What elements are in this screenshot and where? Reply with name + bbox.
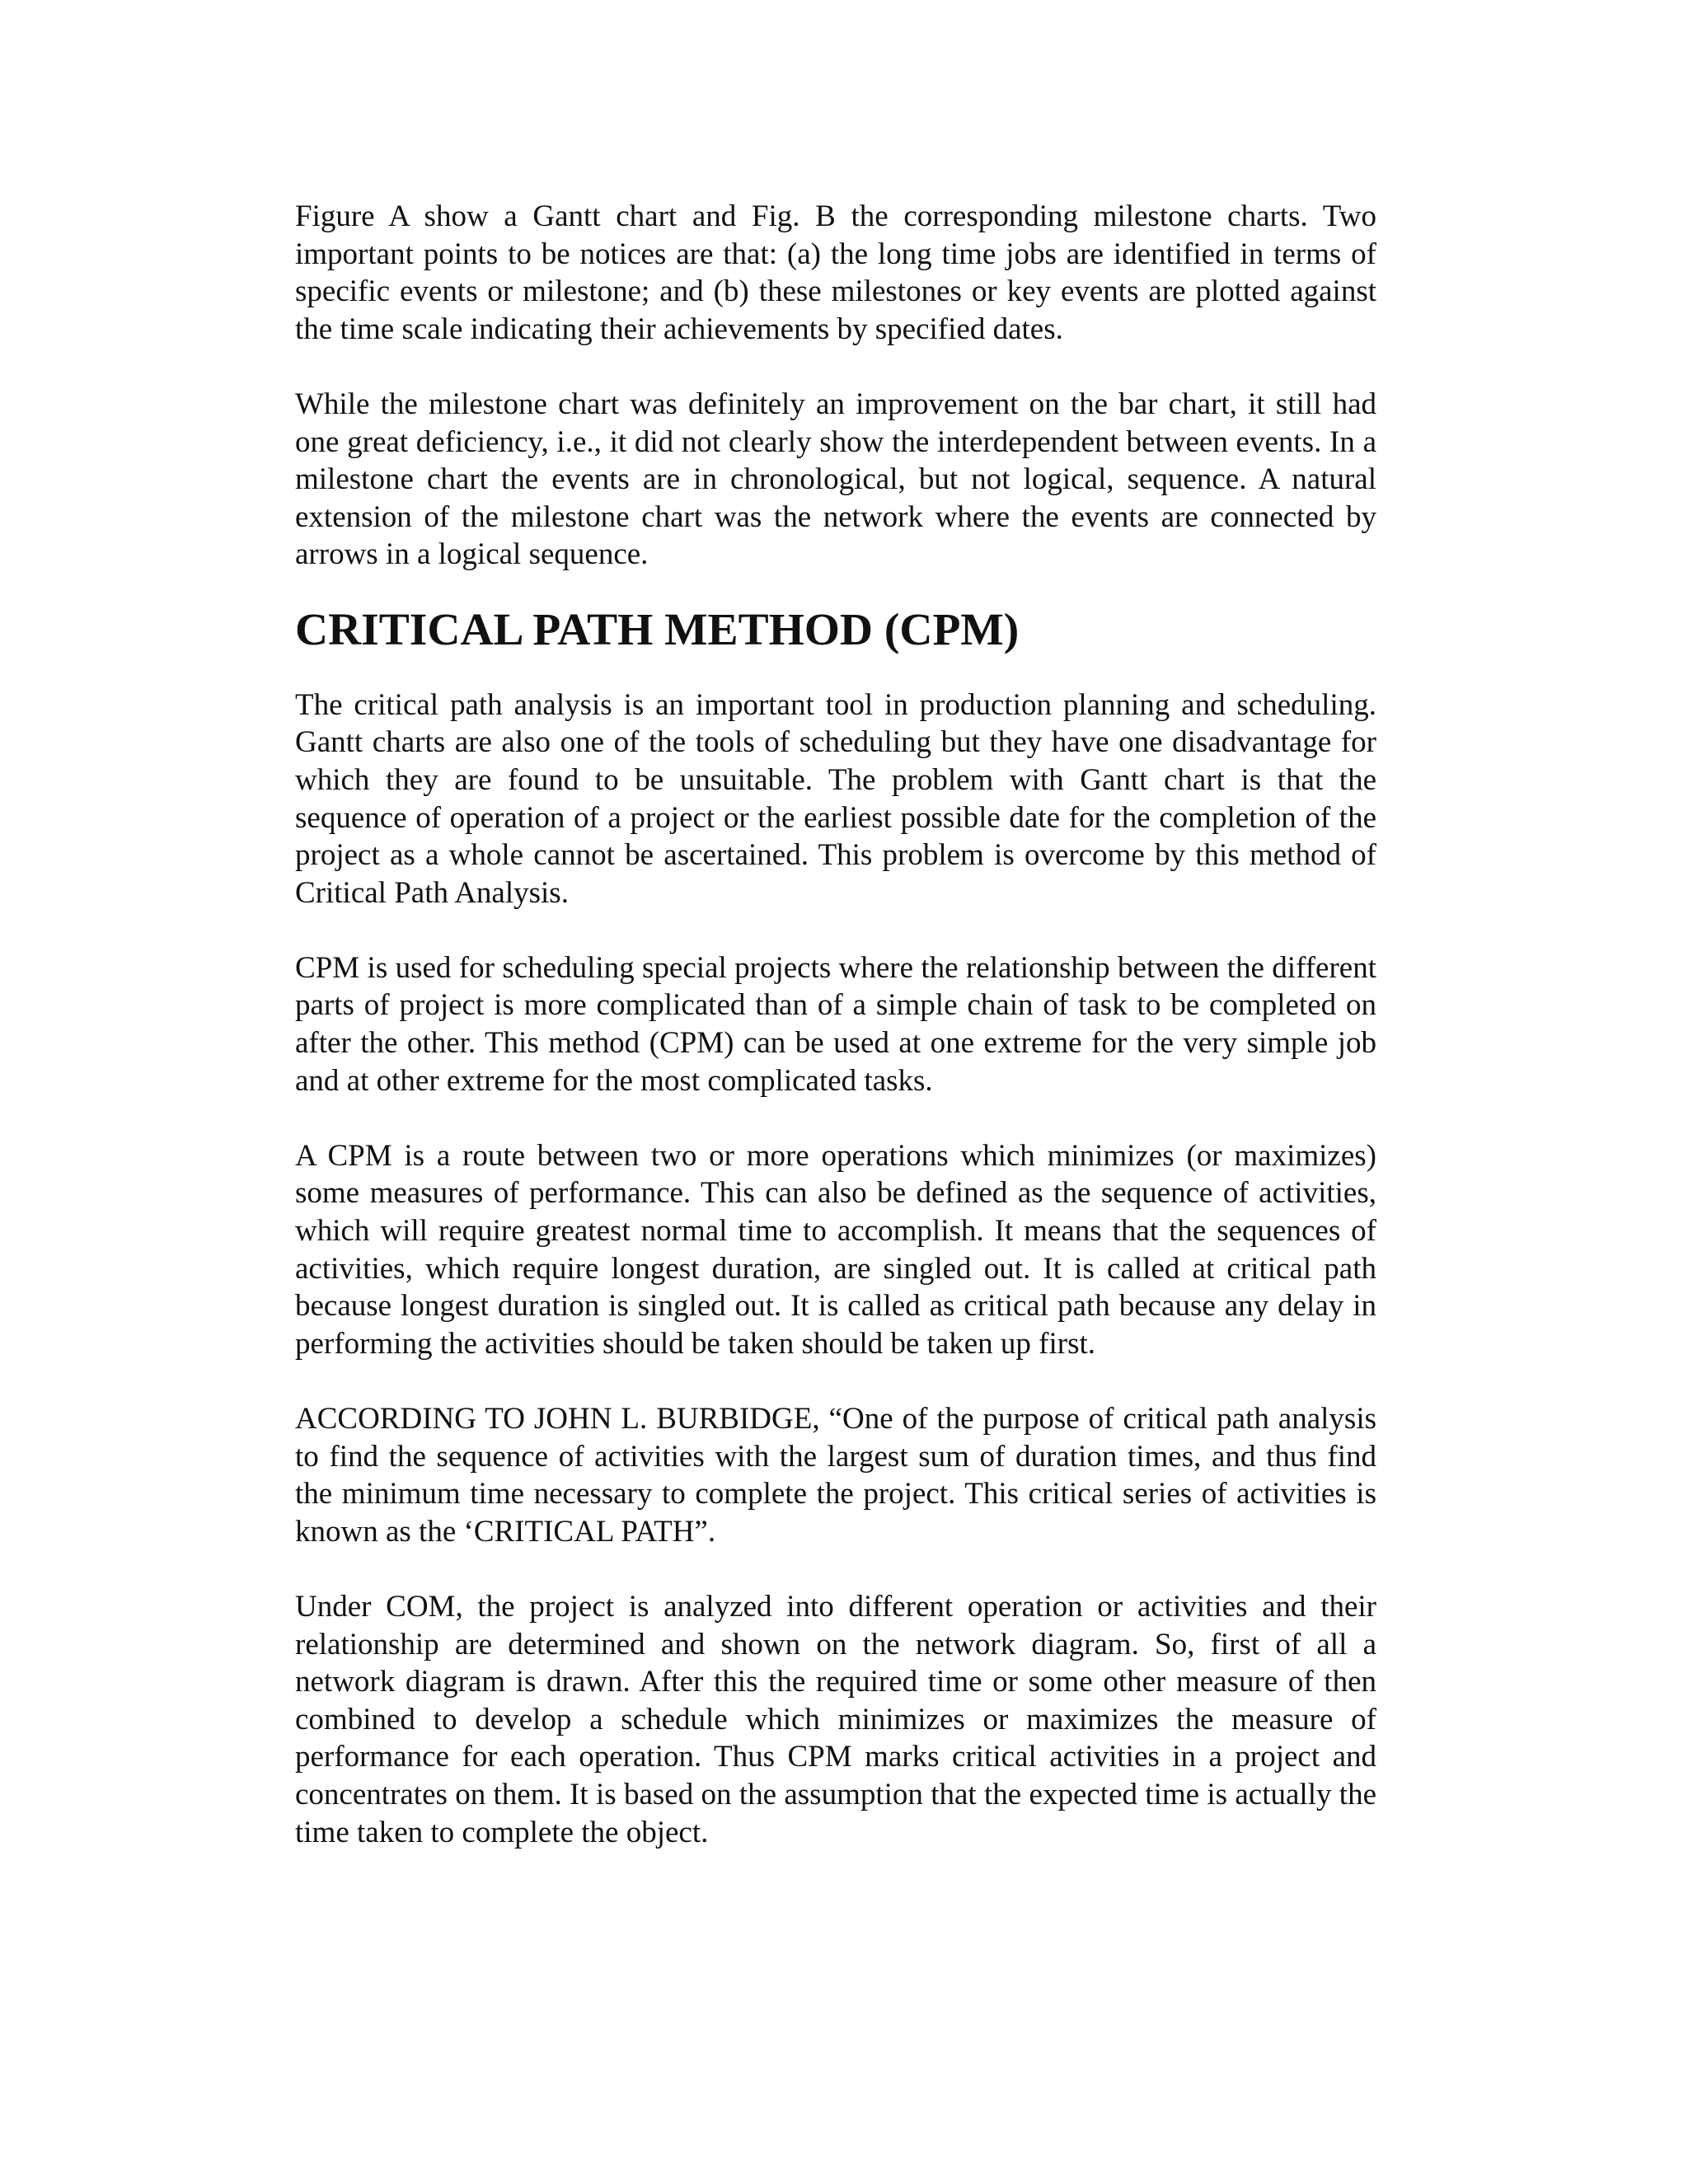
paragraph-milestone-deficiency: While the milestone chart was definitely an improvement on the bar chart, it still had one great deficiency, i.e., it did not clearly show the interdependent between events. In a milestone chart the events are in chronological, but not logical, sequence. A natural extension of the milestone chart was the network where the events are connected by arrows in a logical sequence. <box>295 387 1376 572</box>
document-page <box>295 198 1376 1889</box>
paragraph-burbidge-quote: ACCORDING TO JOHN L. BURBIDGE, “One of the purpose of critical path analysis to find the sequence of activities with the largest sum of duration times, and thus find the minimum time necessary to complete the project. This critical series of activities is known as the ‘CRITICAL PATH”. <box>295 1402 1376 1549</box>
paragraph-under-com: Under COM, the project is analyzed into different operation or activities and their relationship are determined and shown on the network diagram. So, first of all a network diagram is drawn. After this the required time or some other measure of then combined to develop a schedule which minimizes or maximizes the measure of performance for each operation. Thus CPM marks critical activities in a project and concentrates on them. It is based on the assumption that the expected time is actually the time taken to complete the object. <box>295 1589 1376 1849</box>
paragraph-critical-path-analysis: The critical path analysis is an important tool in production planning and scheduling. Gantt charts are also one of the tools of scheduling but they have one disadvantage for which they are found to be unsuitable. The problem with Gantt chart is that the sequence of operation of a project or the earliest possible date for the completion of the project as a whole cannot be ascertained. This problem is overcome by this method of Critical Path Analysis. <box>295 687 1376 910</box>
paragraph-cpm-definition: A CPM is a route between two or more operations which minimizes (or maximizes) some measures of performance. This can also be defined as the sequence of activities, which will require greatest normal time to accomplish. It means that the sequences of activities, which require longest duration, are singled out. It is called at critical path because longest duration is singled out. It is called as critical path because any delay in performing the activities should be taken should be taken up first. <box>295 1138 1376 1361</box>
section-heading-cpm: CRITICAL PATH METHOD (CPM) <box>295 604 1020 655</box>
paragraph-cpm-usage: CPM is used for scheduling special projects where the relationship between the different parts of project is more complicated than of a simple chain of task to be completed on after the other. This method (CPM) can be used at one extreme for the very simple job and at other extreme for the most complicated tasks. <box>295 950 1376 1098</box>
paragraph-gantt-milestone: Figure A show a Gantt chart and Fig. B the corresponding milestone charts. Two important points to be notices are that: (a) the long time jobs are identified in terms of specific events or milestone; and (b) these milestones or key events are plotted against the time scale indicating their achievements by specified dates. <box>295 199 1376 346</box>
